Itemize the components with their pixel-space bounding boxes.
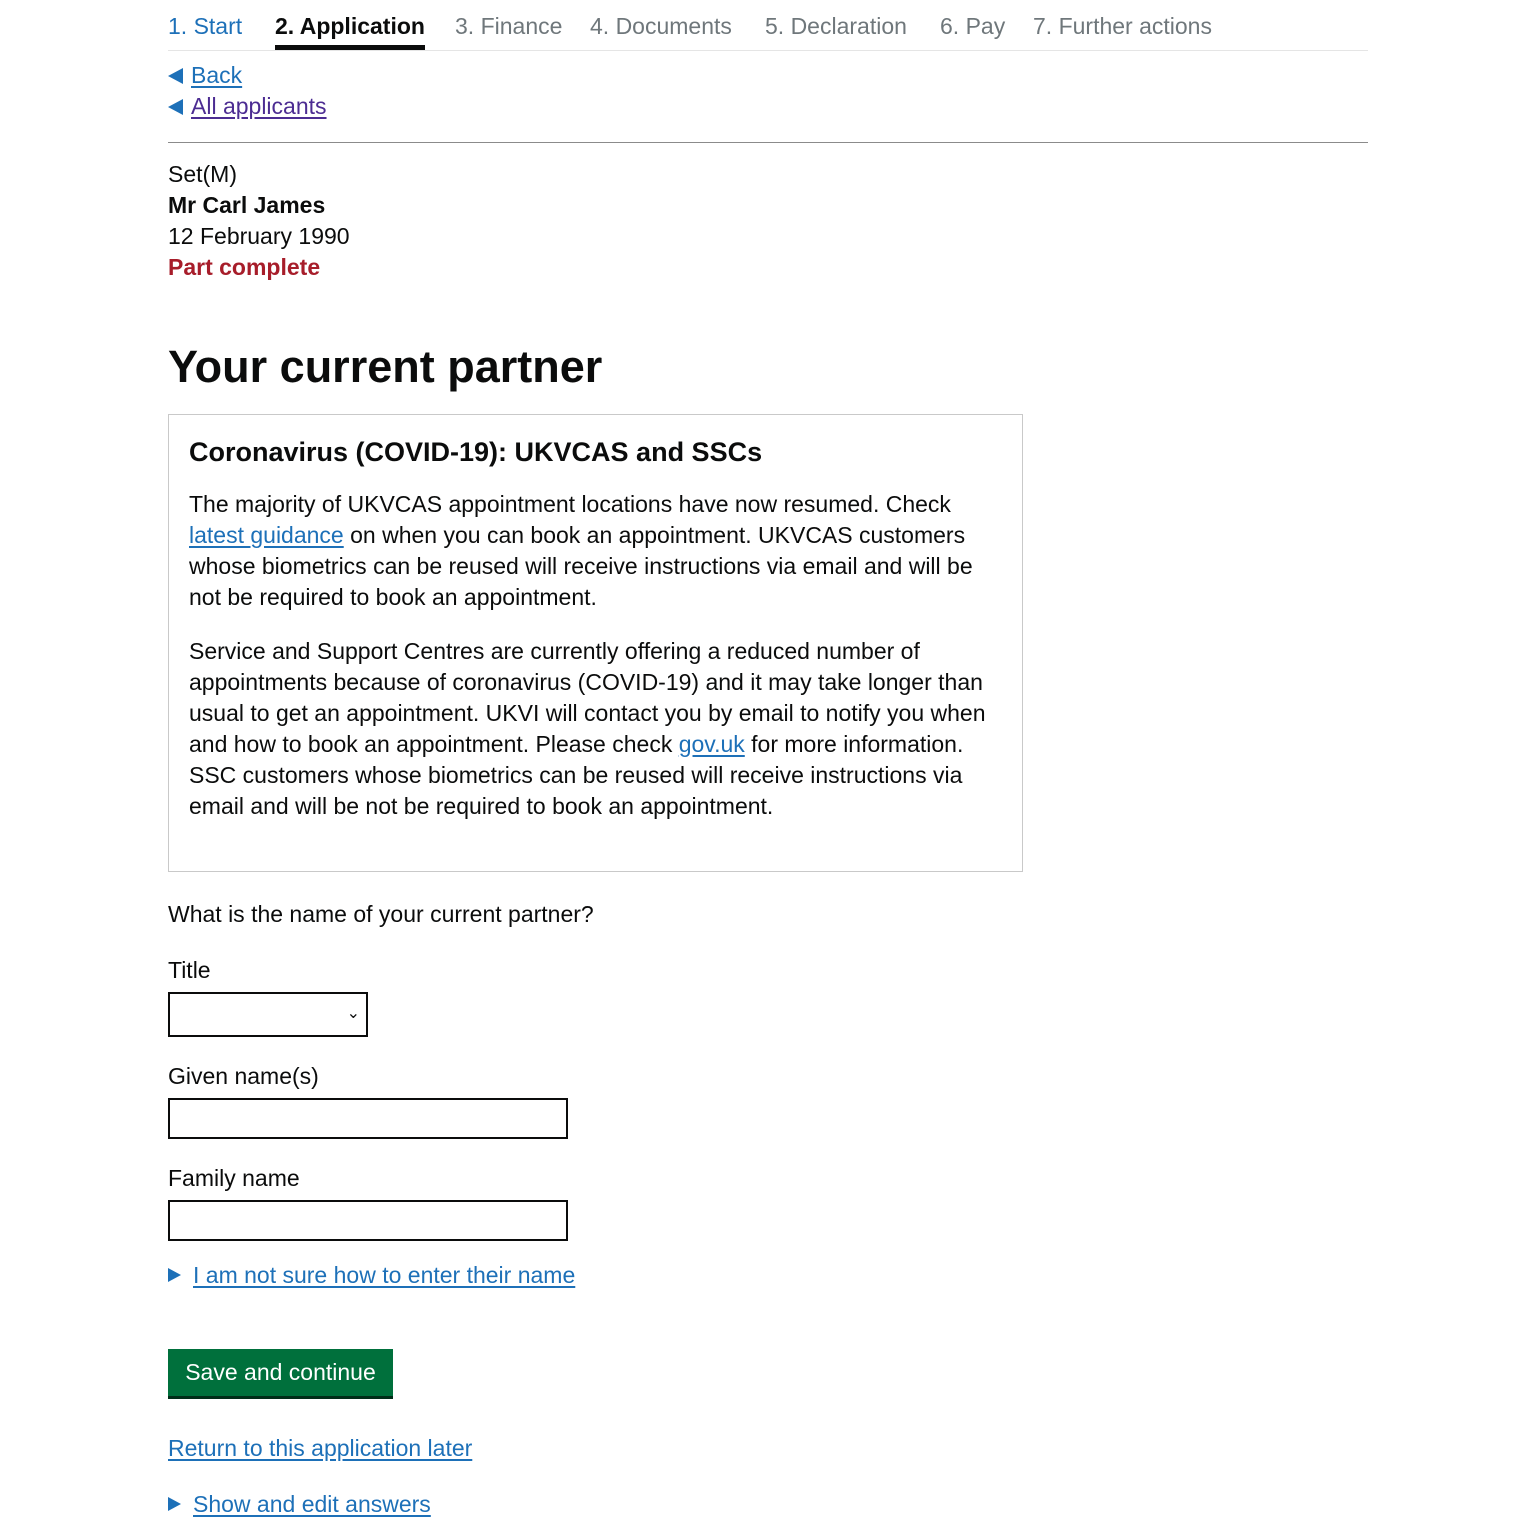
chevron-down-icon: ⌄ — [346, 1005, 360, 1022]
applicant-name: Mr Carl James — [168, 192, 326, 218]
show-edit-answers-label: Show and edit answers — [193, 1491, 431, 1517]
family-name-input[interactable] — [168, 1200, 568, 1241]
return-later-link[interactable]: Return to this application later — [168, 1435, 473, 1461]
page-container — [168, 0, 1368, 1517]
applicant-dob: 12 February 1990 — [168, 223, 350, 249]
title-select[interactable] — [168, 992, 368, 1037]
step-declaration: 5. Declaration — [765, 13, 907, 39]
all-applicants-link[interactable] — [168, 91, 327, 121]
status-badge: Part complete — [168, 254, 321, 280]
covid-notice-panel — [168, 414, 1023, 872]
notice-title: Coronavirus (COVID-19): UKVCAS and SSCs — [189, 437, 763, 467]
applicant-summary — [168, 159, 350, 283]
step-application: 2. Application — [275, 10, 425, 50]
notice-paragraph-1 — [189, 489, 1002, 613]
given-name-input[interactable] — [168, 1098, 568, 1139]
notice-p2-text-after: for more information. SSC customers whose biometrics can be reused will receive instructions via email and will be not be required to book an appointment. — [189, 731, 964, 819]
partner-name-question: What is the name of your current partner? — [168, 901, 594, 927]
all-applicants-label: All applicants — [191, 93, 327, 119]
disclosure-triangle-icon — [168, 1497, 181, 1511]
back-arrow-icon — [168, 68, 183, 84]
save-and-continue-button[interactable]: Save and continue — [168, 1349, 393, 1396]
notice-p1-text-after: on when you can book an appointment. UKVCAS customers whose biometrics can be reused will receive instructions via email and will be not be required to book an appointment. — [189, 522, 973, 610]
section-divider — [168, 142, 1368, 143]
back-link[interactable] — [168, 60, 242, 90]
name-help-toggle[interactable] — [168, 1260, 575, 1291]
step-navigation — [168, 0, 1368, 51]
name-help-label: I am not sure how to enter their name — [193, 1262, 576, 1288]
back-link-label: Back — [191, 62, 243, 88]
disclosure-triangle-icon — [168, 1268, 181, 1282]
step-pay: 6. Pay — [940, 13, 1006, 39]
back-arrow-icon — [168, 99, 183, 115]
step-start[interactable]: 1. Start — [168, 13, 243, 39]
family-name-label: Family name — [168, 1165, 300, 1191]
step-finance: 3. Finance — [455, 13, 563, 39]
given-name-label: Given name(s) — [168, 1063, 319, 1089]
latest-guidance-link[interactable]: latest guidance — [189, 522, 344, 548]
notice-p2-text: Service and Support Centres are currently offering a reduced number of appointments because of coronavirus (COVID-19) and it may take longer than usual to get an appointment. UKVI will contact you by email to notify you when and how to book an appointment. Please check — [189, 638, 986, 757]
notice-paragraph-2 — [189, 636, 1002, 822]
step-further-actions: 7. Further actions — [1033, 13, 1212, 39]
notice-p1-text: The majority of UKVCAS appointment locations have now resumed. Check — [189, 491, 951, 517]
page-title: Your current partner — [168, 341, 603, 392]
title-label: Title — [168, 957, 211, 983]
show-edit-answers-toggle[interactable] — [168, 1489, 431, 1520]
applicant-route: Set(M) — [168, 161, 237, 187]
step-documents: 4. Documents — [590, 13, 732, 39]
gov-uk-link[interactable]: gov.uk — [678, 731, 745, 757]
